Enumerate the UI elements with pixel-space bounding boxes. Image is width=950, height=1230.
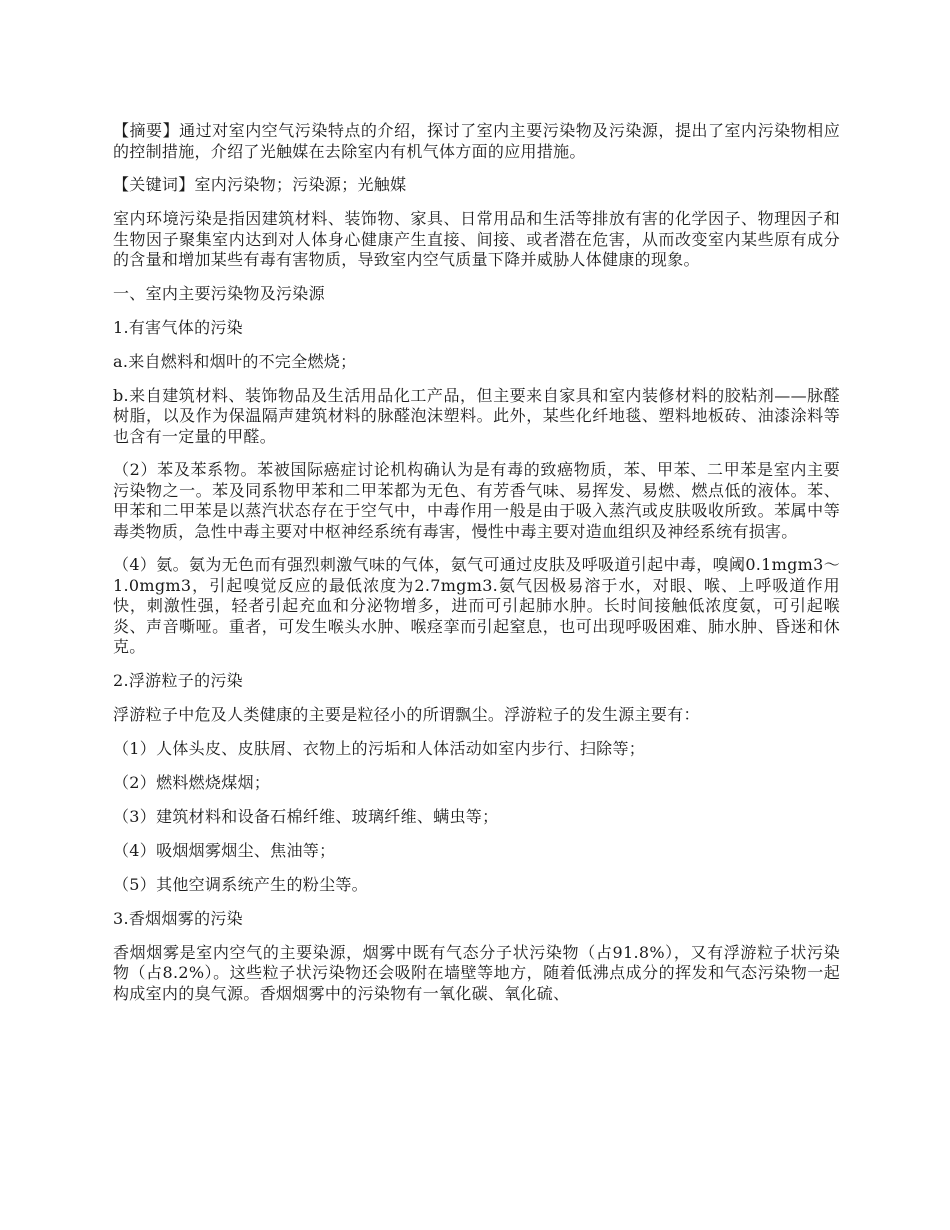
intro-paragraph: 室内环境污染是指因建筑材料、装饰物、家具、日常用品和生活等排放有害的化学因子、物理因子和生物因子聚集室内达到对人体身心健康产生直接、间接、或者潜在危害，从而改变室内某些原有成分的含量和增加某些有毒有害物质，导致室内空气质量下降并威胁人体健康的现象。 (113, 209, 840, 269)
body-paragraph: 香烟烟雾是室内空气的主要染源，烟雾中既有气态分子状污染物（占91.8%），又有浮游粒子状污染物（占8.2%）。这些粒子状污染物还会吸附在墙壁等地方，随着低沸点成分的挥发和气态污染物一起构成室内的臭气源。香烟烟雾中的污染物有一氧化碳、氧化硫、 (113, 942, 840, 1003)
document-body (113, 121, 840, 1017)
list-item: （1）人体头皮、皮肤屑、衣物上的污垢和人体活动如室内步行、扫除等； (113, 738, 646, 758)
subsection-heading: 2.浮游粒子的污染 (113, 670, 243, 690)
list-item: （2）燃料燃烧煤烟； (113, 772, 271, 792)
subsection-heading: 3.香烟烟雾的污染 (113, 908, 243, 928)
list-item: （4）吸烟烟雾烟尘、焦油等； (113, 840, 336, 860)
section-heading: 一、室内主要污染物及污染源 (113, 283, 325, 303)
list-item: b.来自建筑材料、装饰物品及生活用品化工产品，但主要来自家具和室内装修材料的胶粘剂——脉醛树脂，以及作为保温隔声建筑材料的脉醛泡沫塑料。此外，某些化纤地毯、塑料地板砖、油漆涂料等也含有一定量的甲醛。 (113, 385, 840, 446)
body-paragraph: （4）氨。氨为无色而有强烈刺激气味的气体，氨气可通过皮肤及呼吸道引起中毒，嗅阈0.1mgm3～1.0mgm3，引起嗅觉反应的最低浓度为2.7mgm3.氨气因极易溶于水，对眼、喉、上呼吸道作用快，刺激性强，轻者引起充血和分泌物增多，进而可引起肺水肿。长时间接触低浓度氨，可引起喉炎、声音嘶哑。重者，可发生喉头水肿、喉痉挛而引起窒息，也可出现呼吸困难、肺水肿、昏迷和休克。 (113, 555, 840, 656)
body-paragraph: 浮游粒子中危及人类健康的主要是粒径小的所谓飘尘。浮游粒子的发生源主要有： (113, 704, 700, 724)
abstract-paragraph: 【摘要】通过对室内空气污染特点的介绍，探讨了室内主要污染物及污染源，提出了室内污染物相应的控制措施，介绍了光触媒在去除室内有机气体方面的应用措施。 (113, 121, 840, 161)
list-item: （3）建筑材料和设备石棉纤维、玻璃纤维、螨虫等； (113, 806, 499, 826)
body-paragraph: （2）苯及苯系物。苯被国际癌症讨论机构确认为是有毒的致癌物质，苯、甲苯、二甲苯是室内主要污染物之一。苯及同系物甲苯和二甲苯都为无色、有芳香气味、易挥发、易燃、燃点低的液体。苯、甲苯和二甲苯是以蒸汽状态存在于空气中，中毒作用一般是由于吸入蒸汽或皮肤吸收所致。苯属中等毒类物质，急性中毒主要对中枢神经系统有毒害，慢性中毒主要对造血组织及神经系统有损害。 (113, 460, 840, 541)
list-item: a.来自燃料和烟叶的不完全燃烧； (113, 351, 357, 371)
keywords-paragraph: 【关键词】室内污染物；污染源；光触媒 (113, 175, 407, 194)
subsection-heading: 1.有害气体的污染 (113, 317, 243, 337)
list-item: （5）其他空调系统产生的粉尘等。 (113, 874, 368, 894)
